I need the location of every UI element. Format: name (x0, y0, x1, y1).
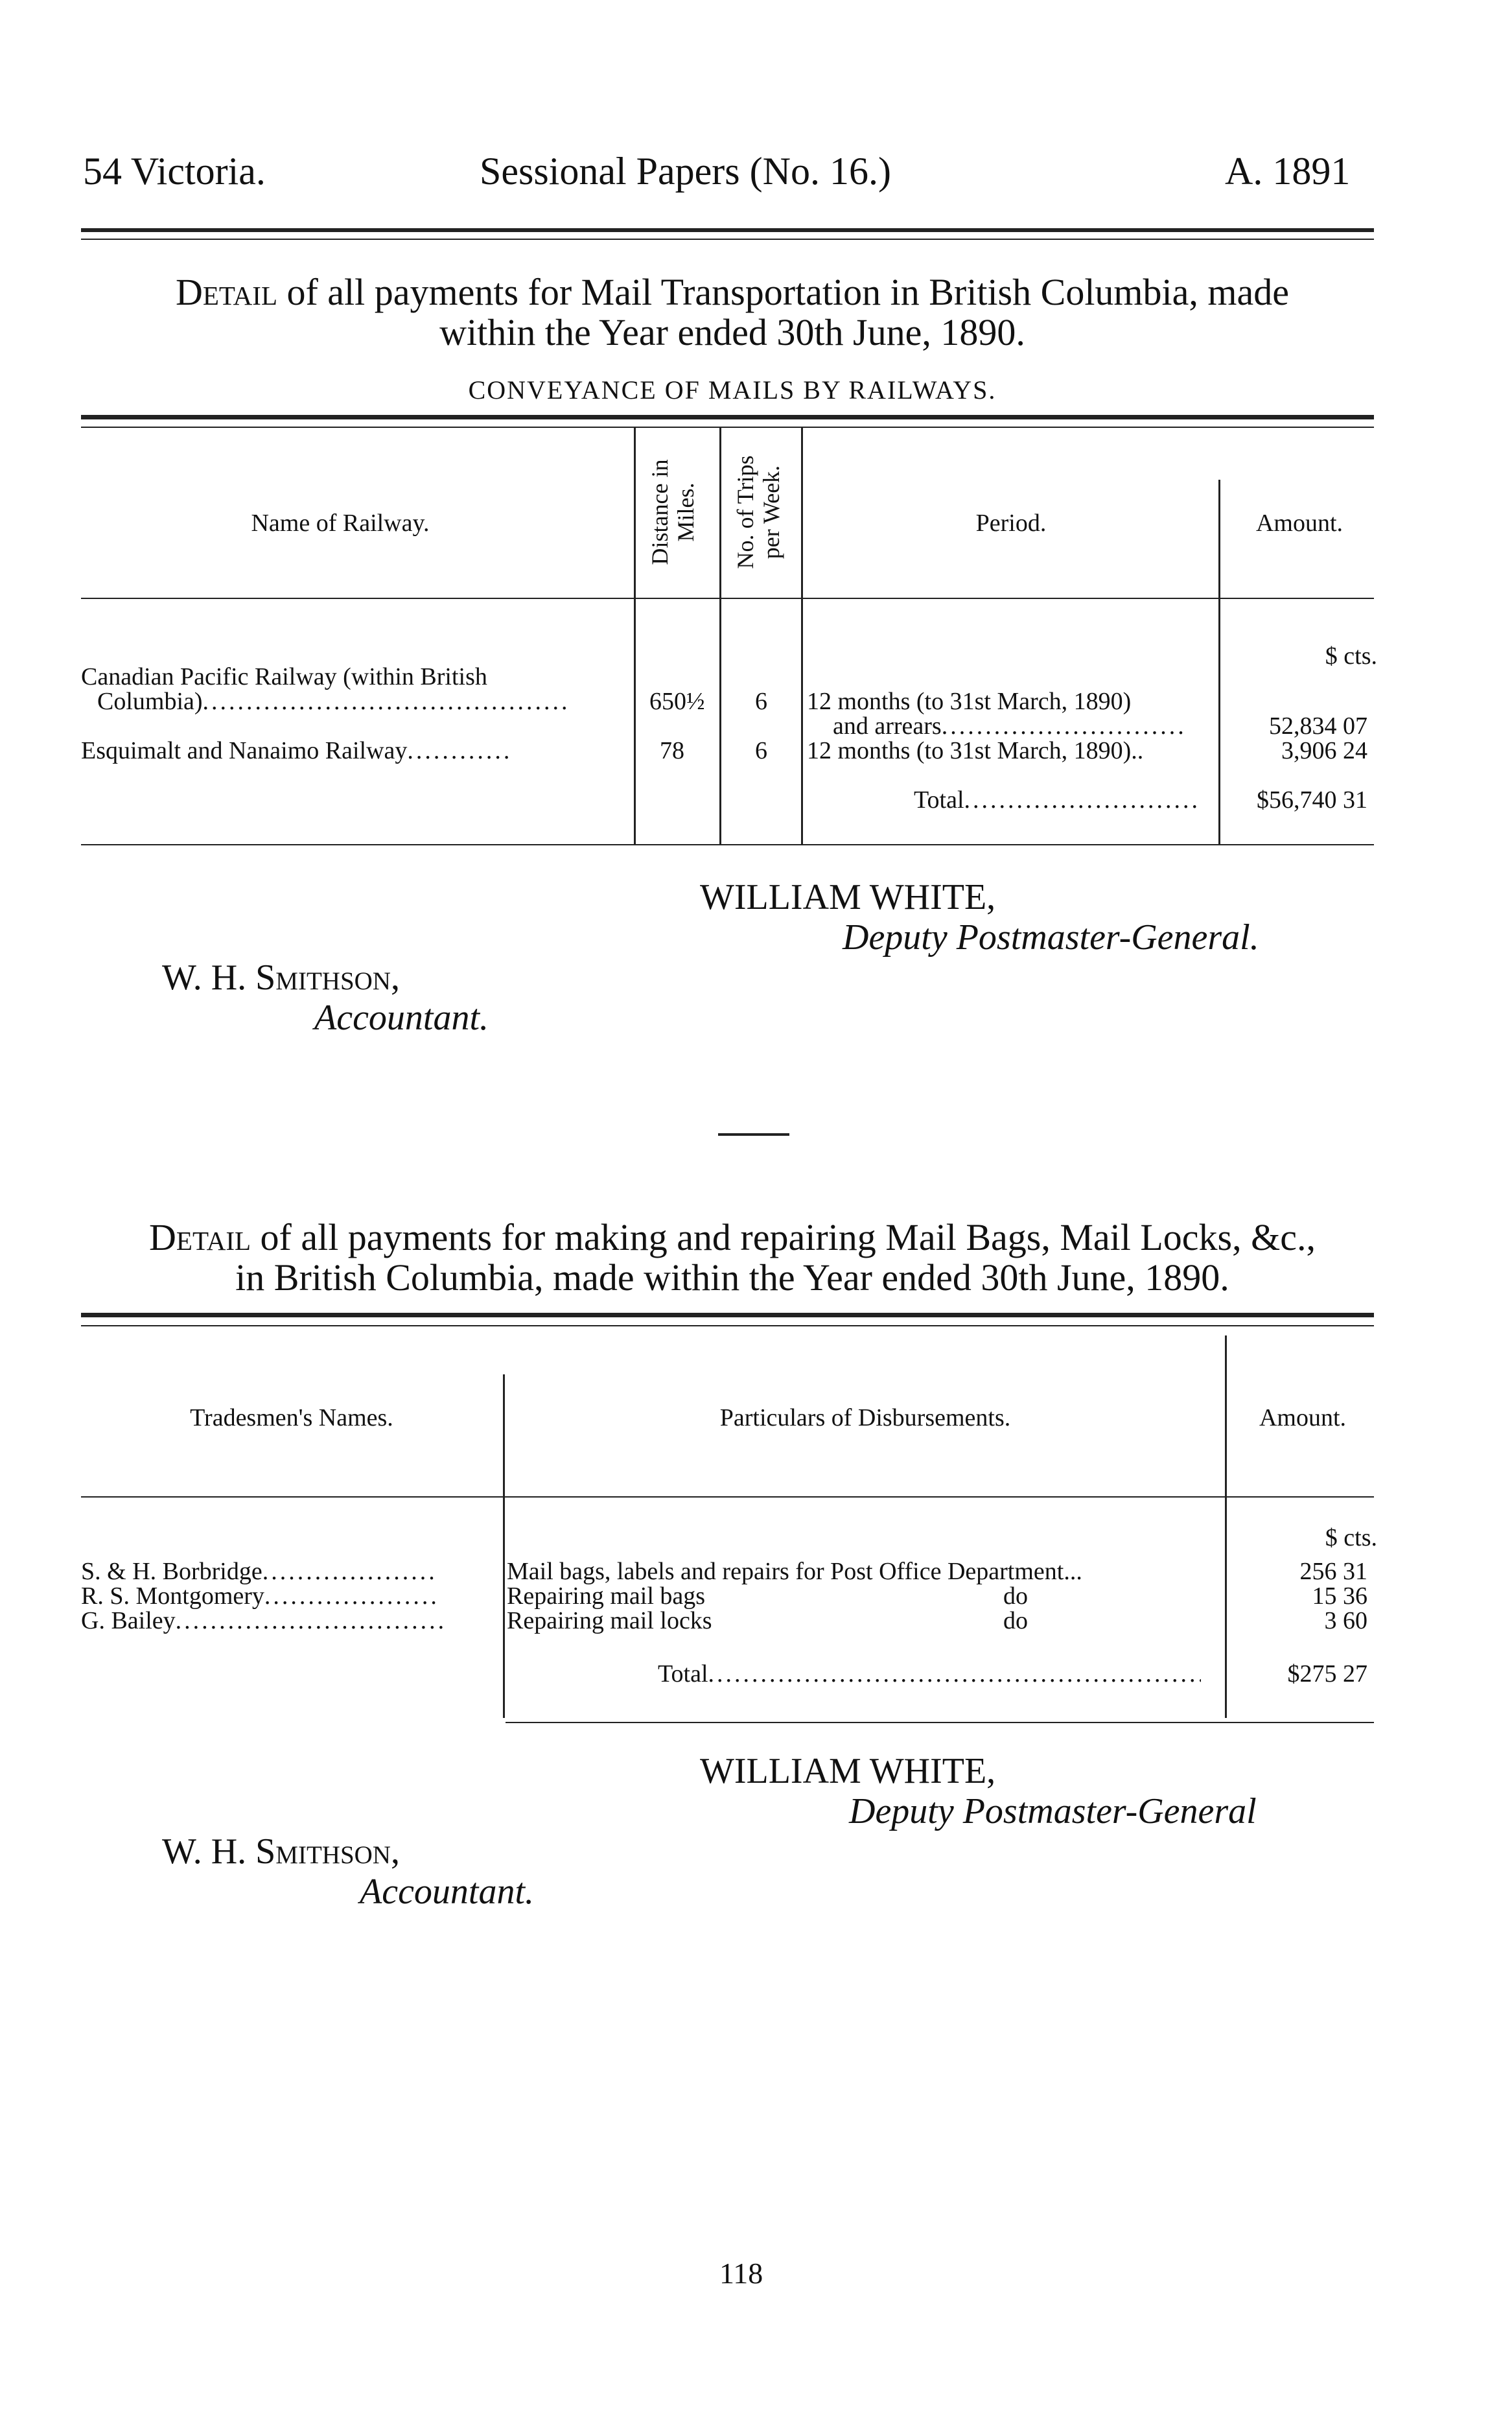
table2-total-text: Total (658, 1660, 708, 1687)
table1-col-divider-2 (719, 428, 721, 844)
leader-dots (708, 1660, 1201, 1688)
leader-dots (407, 736, 511, 765)
section2-title-line1: of all payments for making and repairing Mail Bags, Mail Locks, &c., (251, 1216, 1316, 1258)
currency-label-2: $ cts. (1325, 1524, 1377, 1551)
row2-distance: 78 (660, 737, 684, 764)
col-distance-line2: Miles. (673, 482, 699, 542)
table1-total-amount: $56,740 31 (1257, 786, 1367, 814)
t2-row2-name-text: R. S. Montgomery (81, 1582, 264, 1610)
row2-name (81, 736, 511, 765)
row2-amount: 3,906 24 (1281, 737, 1367, 764)
section1-accountant-initials: W. H. (162, 958, 256, 998)
table1-col-divider-3 (801, 428, 803, 844)
section1-title-lead: Detail (175, 271, 277, 313)
row2-trips: 6 (755, 737, 767, 764)
t2-row1-amount: 256 31 (1299, 1558, 1367, 1585)
table1-col-divider-4 (1218, 480, 1220, 844)
row1-name-line2 (97, 687, 566, 716)
section2-title-line2: in British Columbia, made within the Year ended 30th June, 1890. (235, 1256, 1229, 1299)
header-left: 54 Victoria. (83, 150, 266, 193)
t2-row2-ditto: do (1003, 1582, 1028, 1610)
table1-total-text: Total (914, 786, 964, 814)
row1-name-line2-text: Columbia) (97, 688, 203, 715)
section2-title (78, 1217, 1387, 1298)
row1-distance: 650½ (649, 688, 705, 715)
section1-accountant-surname: Smithson, (255, 958, 400, 998)
row1-amount: 52,834 07 (1269, 712, 1367, 740)
table1-col-divider-1 (634, 428, 636, 844)
t2-row3-name (81, 1606, 448, 1635)
table1-top-thin (81, 427, 1374, 428)
table2-col-divider-1 (503, 1374, 505, 1718)
section2-title-lead: Detail (149, 1216, 251, 1258)
section2-accountant-name (162, 1831, 400, 1872)
t2-row3-ditto: do (1003, 1607, 1028, 1634)
header-center: Sessional Papers (No. 16.) (480, 150, 891, 193)
section1-title (78, 272, 1387, 353)
row1-period-line1: 12 months (to 31st March, 1890) (807, 688, 1132, 715)
leader-dots (964, 786, 1198, 814)
t2-row2-amount: 15 36 (1312, 1582, 1367, 1610)
table1-bottom-rule (81, 844, 1374, 845)
section2-signer-name: WILLIAM WHITE, (700, 1751, 996, 1791)
table2-header-rule (81, 1496, 1374, 1498)
table2-bottom-rule (506, 1722, 1374, 1723)
col-distance-line1: Distance in (647, 459, 673, 565)
table2-col-divider-2 (1225, 1335, 1227, 1718)
row1-period-line2-text: and arrears (833, 712, 942, 740)
col-tradesmen-names: Tradesmen's Names. (190, 1404, 393, 1431)
col-amount: Amount. (1255, 510, 1343, 537)
row2-period: 12 months (to 31st March, 1890).. (807, 737, 1144, 764)
section1-signer-name: WILLIAM WHITE, (700, 877, 996, 917)
section2-accountant-initials: W. H. (162, 1831, 256, 1872)
table2-top-thick (81, 1313, 1374, 1317)
section-separator (718, 1133, 789, 1136)
section1-signer-title: Deputy Postmaster-General. (843, 917, 1259, 958)
col-particulars: Particulars of Disbursements. (719, 1404, 1011, 1431)
table1-top-thick (81, 415, 1374, 419)
leader-dots (203, 687, 566, 716)
t2-row3-particulars: Repairing mail locks (507, 1607, 712, 1634)
col-name-of-railway: Name of Railway. (251, 510, 430, 537)
row2-name-text: Esquimalt and Nanaimo Railway (81, 737, 408, 764)
table1-header-rule (81, 598, 1374, 599)
header-right: A. 1891 (1225, 150, 1351, 193)
header-rule-thick (81, 228, 1374, 232)
section1-subtitle: CONVEYANCE OF MAILS BY RAILWAYS. (468, 375, 997, 405)
col-trips (732, 434, 784, 590)
t2-row3-amount: 3 60 (1324, 1607, 1367, 1634)
t2-row1-particulars: Mail bags, labels and repairs for Post Office Department... (507, 1558, 1082, 1585)
currency-label: $ cts. (1325, 642, 1377, 670)
col-amount-2: Amount. (1259, 1404, 1347, 1431)
section1-title-line1: of all payments for Mail Transportation in British Columbia, made (277, 271, 1289, 313)
col-trips-line1: No. of Trips (732, 455, 758, 569)
header-rule-thin (81, 239, 1374, 240)
page-number: 118 (719, 2257, 763, 2290)
table2-top-thin (81, 1325, 1374, 1326)
section2-signer-title: Deputy Postmaster-General (849, 1791, 1257, 1831)
t2-row2-particulars: Repairing mail bags (507, 1582, 706, 1610)
section1-accountant-name (162, 957, 400, 998)
row1-name-line1: Canadian Pacific Railway (within British (81, 663, 487, 690)
section2-accountant-surname: Smithson, (255, 1831, 400, 1872)
section1-accountant-title: Accountant. (314, 998, 489, 1038)
col-period: Period. (975, 510, 1047, 537)
table2-total-amount: $275 27 (1287, 1660, 1367, 1687)
section1-title-line2: within the Year ended 30th June, 1890. (439, 311, 1025, 353)
t2-row3-name-text: G. Bailey (81, 1607, 176, 1634)
col-trips-line2: per Week. (758, 465, 784, 559)
table1-total-label (914, 786, 1198, 814)
t2-row1-name-text: S. & H. Borbridge (81, 1558, 262, 1585)
leader-dots (176, 1606, 448, 1635)
section2-accountant-title: Accountant. (360, 1872, 535, 1912)
row1-trips: 6 (755, 688, 767, 715)
col-distance (647, 434, 699, 590)
table2-total-label (658, 1660, 1201, 1688)
